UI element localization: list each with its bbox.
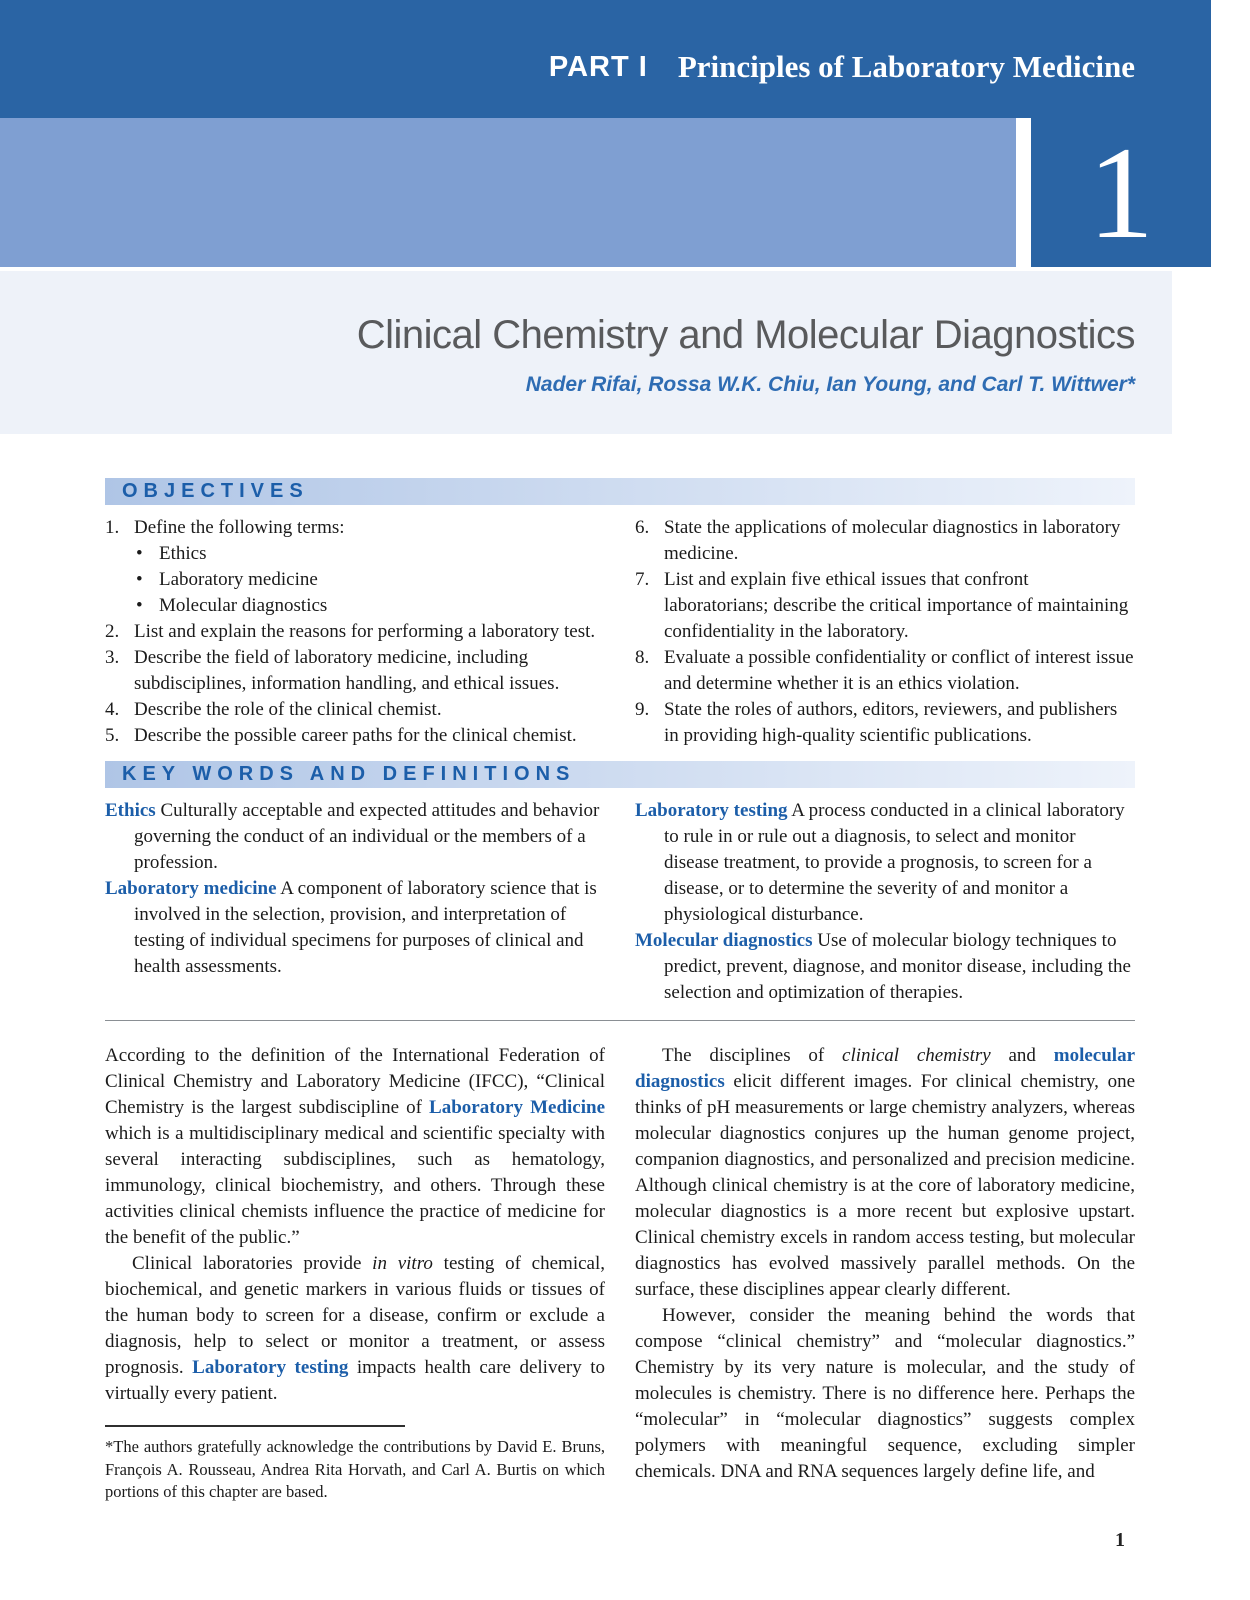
bullet-text: Laboratory medicine <box>159 569 318 590</box>
footnote <box>105 1425 605 1504</box>
body-paragraph: According to the definition of the International Federation of Clinical Chemistry and Laboratory Medicine (IFCC), “Clinical Chemistry is the largest subdiscipline of Laboratory Medicine which is a multidisciplinary medical and scientific specialty with several interacting subdisciplines, such as hematology, immunology, clinical biochemistry, and others. Through these activities clinical chemists influence the practice of medicine for the benefit of the public.” <box>105 1045 606 1248</box>
chapter-title: Clinical Chemistry and Molecular Diagnostics <box>356 313 1135 357</box>
objective-text: State the roles of authors, editors, reviewers, and publishers in providing high-quality scientific publications. <box>664 699 1118 746</box>
objective-item-3 <box>105 645 605 697</box>
objective-number: 9. <box>635 699 650 720</box>
objective-number: 5. <box>105 725 120 746</box>
chapter-number-box <box>1031 118 1211 267</box>
objective-text: Describe the field of laboratory medicine, including subdisciplines, information handling, and ethical issues. <box>134 647 560 694</box>
objectives-column-left <box>105 515 605 749</box>
bullet-icon: • <box>136 595 143 616</box>
keyword-term: Laboratory testing <box>635 800 788 821</box>
objectives-column-right <box>635 515 1135 749</box>
keywords-heading-bar <box>105 761 1135 788</box>
objective-number: 4. <box>105 699 120 720</box>
objective-item-8 <box>635 645 1135 697</box>
bullet-icon: • <box>136 569 143 590</box>
body-paragraph: However, consider the meaning behind the words that compose “clinical chemistry” and “molecular diagnostics.” Chemistry by its very nature is molecular, and the study of molecules is chemistry. There is no difference here. Perhaps the “molecular” in “molecular diagnostics” suggests complex polymers with meaningful sequence, excluding simpler chemicals. DNA and RNA sequences largely define life, and <box>635 1305 1135 1482</box>
objective-number: 7. <box>635 569 650 590</box>
objective-number: 1. <box>105 517 120 538</box>
objectives-heading-bar <box>105 478 1135 505</box>
objectives-heading: OBJECTIVES <box>122 480 309 502</box>
footnote-text: *The authors gratefully acknowledge the contributions by David E. Bruns, François A. Rousseau, Andrea Rita Horvath, and Carl A. Burtis on which portions of this chapter are based. <box>105 1437 605 1501</box>
objective-text: Define the following terms: <box>134 517 345 538</box>
objectives-list <box>105 515 1135 749</box>
keyword-term: Laboratory medicine <box>105 878 277 899</box>
keyword-definition <box>105 798 605 876</box>
body-paragraph: The disciplines of clinical chemistry and molecular diagnostics elicit different images. For clinical chemistry, one thinks of pH measurements or large chemistry analyzers, whereas molecular diagnostics conjures up the human genome project, companion diagnostics, and personalized and precision medicine. Although clinical chemistry is at the core of laboratory medicine, molecular diagnostics is a more recent but explosive upstart. Clinical chemistry excels in random access testing, but molecular diagnostics has evolved massively parallel methods. On the surface, these disciplines appear clearly different. <box>635 1045 1136 1300</box>
footnote-rule <box>105 1425 405 1427</box>
objective-text: List and explain the reasons for performing a laboratory test. <box>134 621 596 642</box>
objective-text: State the applications of molecular diagnostics in laboratory medicine. <box>664 517 1121 564</box>
objective-text: List and explain five ethical issues that confront laboratorians; describe the critical importance of maintaining confidentiality in the laboratory. <box>664 569 1129 642</box>
part-banner <box>0 0 1211 118</box>
body-text <box>105 1043 1135 1504</box>
chapter-authors: Nader Rifai, Rossa W.K. Chiu, Ian Young, and Carl T. Wittwer* <box>525 373 1135 396</box>
objective-number: 8. <box>635 647 650 668</box>
keywords-list <box>105 798 1135 1006</box>
page-number: 1 <box>1115 1529 1125 1551</box>
objective-text: Describe the role of the clinical chemist. <box>134 699 442 720</box>
keyword-def-text: Use of molecular biology techniques to predict, prevent, diagnose, and monitor disease, including the selection and optimization of therapies. <box>664 930 1131 1003</box>
keyword-def-text: Culturally acceptable and expected attitudes and behavior governing the conduct of an individual or the members of a profession. <box>134 800 600 873</box>
section-divider <box>105 1020 1135 1021</box>
objective-bullet-item <box>105 593 605 619</box>
objective-bullet-item <box>105 567 605 593</box>
objective-item-2 <box>105 619 605 645</box>
objective-text: Describe the possible career paths for the clinical chemist. <box>134 725 577 746</box>
part-label: PART I <box>548 50 648 83</box>
bullet-text: Ethics <box>159 543 207 564</box>
keyword-definition <box>635 798 1135 928</box>
body-column-left <box>105 1043 605 1504</box>
keywords-heading: KEY WORDS AND DEFINITIONS <box>122 763 576 785</box>
keyword-def-text: A component of laboratory science that is involved in the selection, provision, and interpretation of testing of individual specimens for purposes of clinical and health assessments. <box>134 878 597 977</box>
keyword-definition <box>105 876 605 980</box>
title-band <box>0 271 1172 434</box>
bullet-icon: • <box>136 543 143 564</box>
objective-number: 2. <box>105 621 120 642</box>
keyword-term: Molecular diagnostics <box>635 930 813 951</box>
objective-item-7 <box>635 567 1135 645</box>
keyword-term: Ethics <box>105 800 156 821</box>
objective-bullet-item <box>105 541 605 567</box>
objective-text: Evaluate a possible confidentiality or conflict of interest issue and determine whether it is an ethics violation. <box>664 647 1134 694</box>
objective-item-1 <box>105 515 605 541</box>
keywords-column-right <box>635 798 1135 1006</box>
keyword-def-text: A process conducted in a clinical laboratory to rule in or rule out a diagnosis, to select and monitor disease treatment, to provide a prognosis, to screen for a disease, or to determine the severity of and monitor a physiological disturbance. <box>664 800 1125 925</box>
keyword-definition <box>635 928 1135 1006</box>
objective-number: 6. <box>635 517 650 538</box>
body-column-right <box>635 1043 1135 1504</box>
objective-item-4 <box>105 697 605 723</box>
chapter-band <box>0 118 1016 267</box>
objective-item-9 <box>635 697 1135 749</box>
objective-item-5 <box>105 723 605 749</box>
keywords-column-left <box>105 798 605 1006</box>
objective-item-6 <box>635 515 1135 567</box>
page-content <box>105 478 1135 1504</box>
objective-number: 3. <box>105 647 120 668</box>
bullet-text: Molecular diagnostics <box>159 595 328 616</box>
chapter-number: 1 <box>1088 118 1154 266</box>
part-title: Principles of Laboratory Medicine <box>677 49 1135 84</box>
body-paragraph: Clinical laboratories provide in vitro testing of chemical, biochemical, and genetic markers in various fluids or tissues of the human body to screen for a disease, confirm or exclude a diagnosis, help to select or monitor a treatment, or assess prognosis. Laboratory testing impacts health care delivery to virtually every patient. <box>105 1253 605 1404</box>
